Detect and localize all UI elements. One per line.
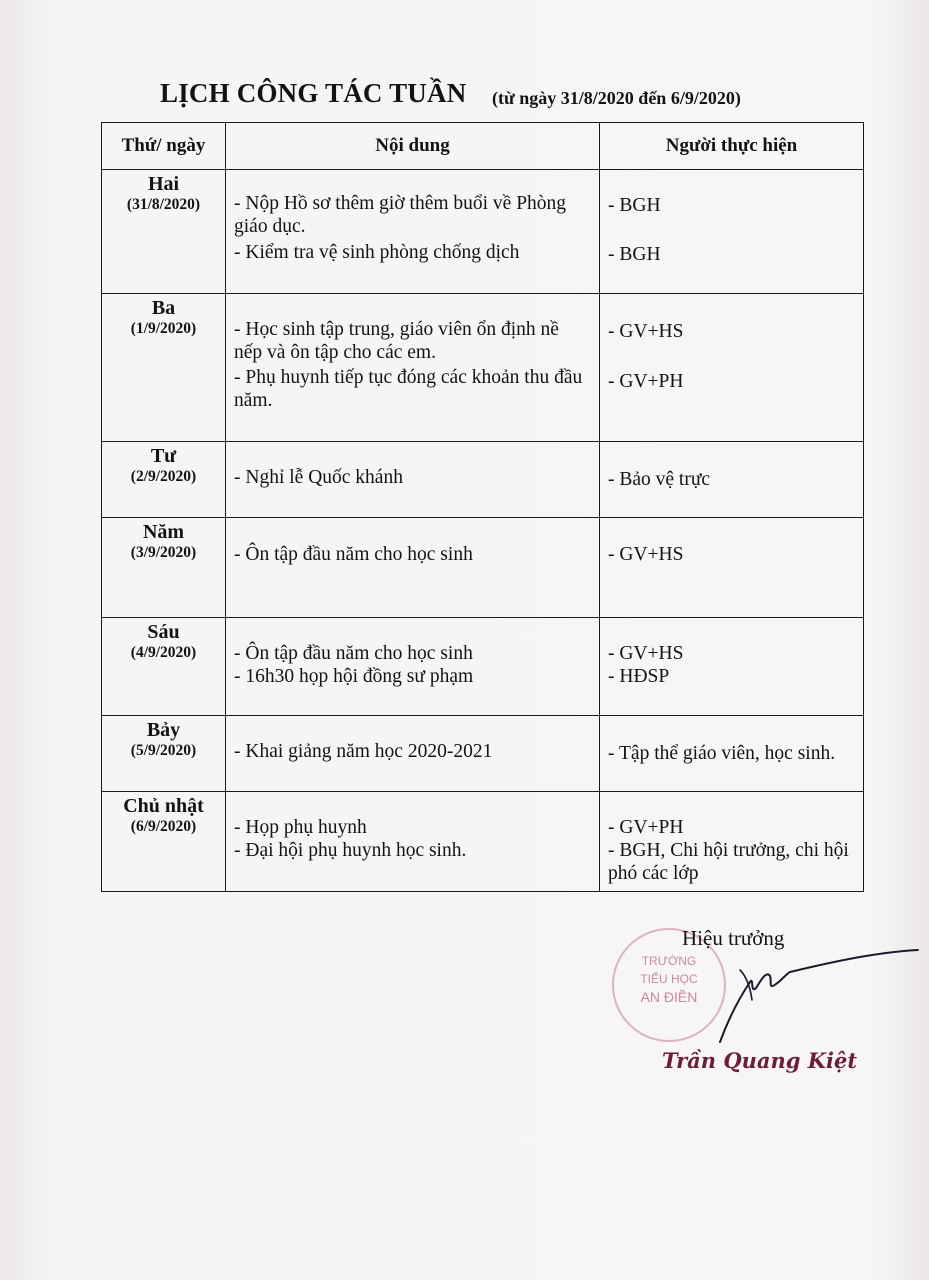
day-name: Sáu <box>147 621 180 643</box>
content-cell <box>226 792 600 892</box>
schedule-table <box>101 122 864 892</box>
performer-item: - GV+HS <box>608 321 684 342</box>
performer-item: - Bảo vệ trực <box>608 469 711 490</box>
performer-cell <box>600 294 864 442</box>
signer-name: Trần Quang Kiệt <box>662 1048 858 1073</box>
content-cell <box>226 294 600 442</box>
content-cell <box>226 442 600 518</box>
day-date: (1/9/2020) <box>130 320 197 337</box>
day-cell <box>102 294 226 442</box>
performer-cell <box>600 618 864 716</box>
content-item: - Đại hội phụ huynh học sinh. <box>234 840 467 861</box>
table-row <box>102 792 864 892</box>
day-cell <box>102 792 226 892</box>
table-row <box>102 294 864 442</box>
content-cell <box>226 518 600 618</box>
performer-cell <box>600 792 864 892</box>
performer-item: - HĐSP <box>608 666 670 687</box>
column-header-day: Thứ/ ngày <box>102 123 226 170</box>
day-date: (2/9/2020) <box>130 468 197 485</box>
day-cell <box>102 716 226 792</box>
column-header-content: Nội dung <box>226 123 600 170</box>
content-item: - Khai giảng năm học 2020-2021 <box>234 741 493 762</box>
stamp-line: TIỂU HỌC <box>640 972 698 986</box>
day-date: (5/9/2020) <box>130 742 197 759</box>
day-cell <box>102 618 226 716</box>
performer-item: - GV+HS <box>608 643 684 664</box>
table-row <box>102 518 864 618</box>
content-cell <box>226 170 600 294</box>
day-name: Chủ nhật <box>123 795 204 817</box>
content-item: - 16h30 họp hội đồng sư phạm <box>234 666 474 687</box>
performer-cell <box>600 170 864 294</box>
day-date: (4/9/2020) <box>130 644 197 661</box>
stamp-line: TRƯỜNG <box>641 954 697 968</box>
content-cell <box>226 716 600 792</box>
performer-item: - GV+PH <box>608 371 684 392</box>
day-name: Năm <box>142 521 185 543</box>
performer-item: - Tập thể giáo viên, học sinh. <box>608 743 836 764</box>
day-date: (31/8/2020) <box>126 196 201 213</box>
performer-item: - BGH, Chi hội trưởng, chi hội phó các lớp <box>608 840 849 884</box>
day-date: (6/9/2020) <box>130 818 197 835</box>
content-item: - Ôn tập đầu năm cho học sinh <box>234 643 473 664</box>
performer-item: - BGH <box>608 195 661 216</box>
table-row <box>102 618 864 716</box>
content-item: - Họp phụ huynh <box>234 817 367 838</box>
performer-item: - GV+PH <box>608 817 684 838</box>
performer-item: - BGH <box>608 244 661 265</box>
performer-item: - GV+HS <box>608 544 684 565</box>
page-title: LỊCH CÔNG TÁC TUẦN <box>160 78 467 108</box>
signer-role: Hiệu trưởng <box>682 926 785 950</box>
performer-cell <box>600 442 864 518</box>
day-name: Ba <box>151 297 176 319</box>
day-cell <box>102 170 226 294</box>
content-item: - Ôn tập đầu năm cho học sinh <box>234 544 473 565</box>
day-cell <box>102 518 226 618</box>
content-item: - Nộp Hồ sơ thêm giờ thêm buổi về Phòng giáo dục. <box>234 193 567 237</box>
signature-block <box>600 920 920 1090</box>
stamp-line: AN ĐIỀN <box>640 989 698 1005</box>
table-row <box>102 442 864 518</box>
day-name: Tư <box>150 445 177 467</box>
column-header-performer: Người thực hiện <box>600 123 864 170</box>
content-item: - Kiểm tra vệ sinh phòng chống dịch <box>234 242 520 263</box>
performer-cell <box>600 716 864 792</box>
day-name: Bảy <box>146 719 181 741</box>
performer-cell <box>600 518 864 618</box>
content-item: - Học sinh tập trung, giáo viên ổn định nề nếp và ôn tập cho các em. <box>234 319 559 363</box>
handwritten-signature <box>600 930 920 1050</box>
table-row <box>102 716 864 792</box>
date-range: (từ ngày 31/8/2020 đến 6/9/2020) <box>492 88 741 108</box>
table-header-row <box>102 123 864 170</box>
table-row <box>102 170 864 294</box>
content-cell <box>226 618 600 716</box>
day-date: (3/9/2020) <box>130 544 197 561</box>
day-name: Hai <box>147 173 180 195</box>
content-item: - Nghỉ lễ Quốc khánh <box>234 467 403 488</box>
day-cell <box>102 442 226 518</box>
signature-stroke <box>720 950 918 1042</box>
content-item: - Phụ huynh tiếp tục đóng các khoản thu đầu năm. <box>234 367 583 411</box>
